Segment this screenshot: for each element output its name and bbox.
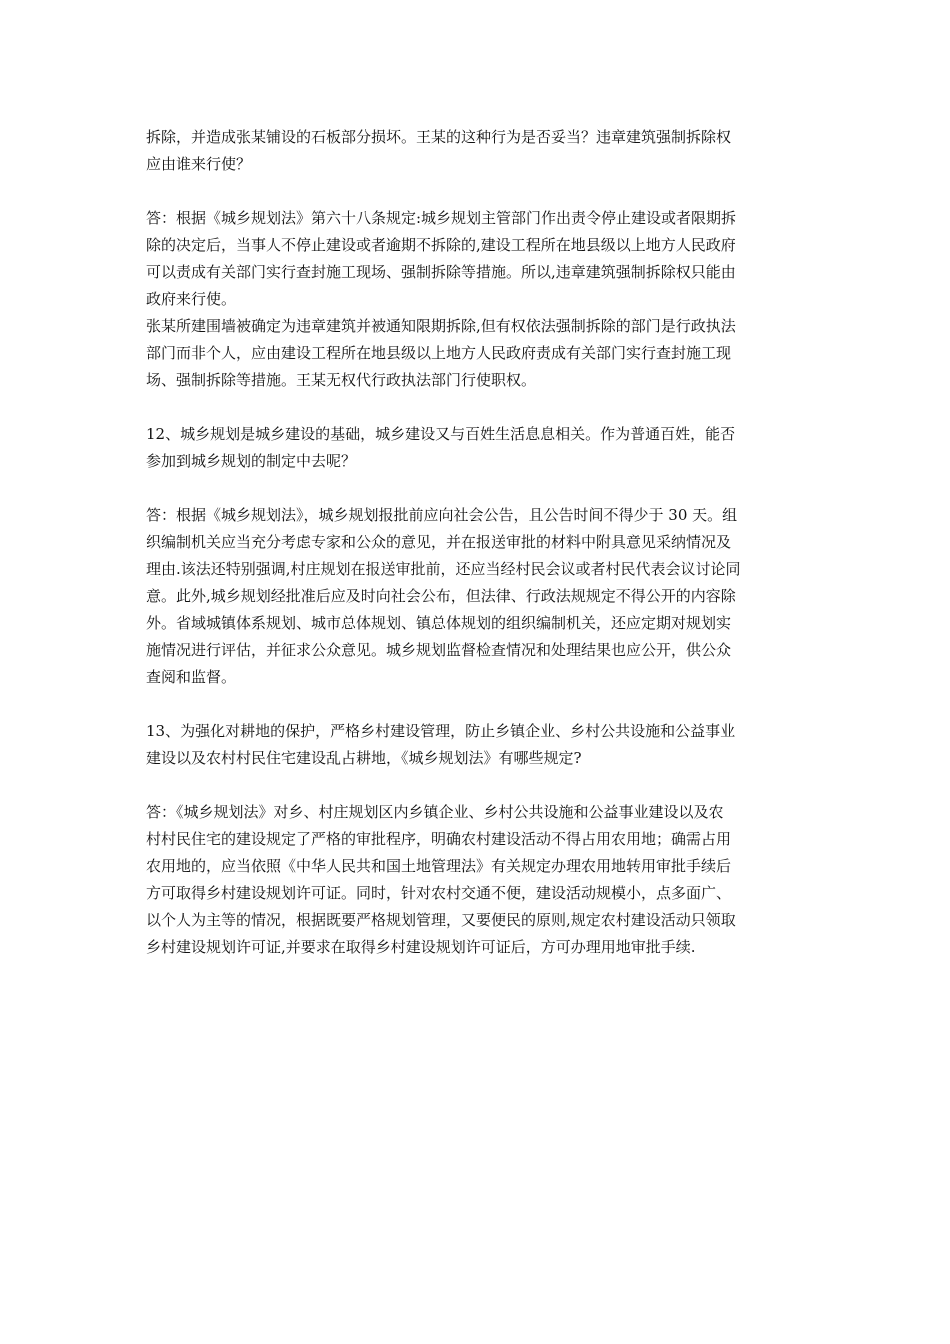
- answer-12: 答：根据《城乡规划法》，城乡规划报批前应向社会公告，且公告时间不得少于 30 天。组 织编制机关应当充分考虑专家和公众的意见，并在报送审批的材料中附具意见采纳情况及 理由.该法还特别强调,村庄规划在报送审批前，还应当经村民会议或者村民代表会议讨论同 意。此外,城乡规划经批准后应及时向社会公布，但法律、行政法规规定不得公开的内容除 外。省域城镇体系规划、城市总体规划、镇总体规划的组织编制机关，还应定期对规划实 施情况进行评估，并征求公众意见。城乡规划监督检查情况和处理结果也应公开，供公众 查阅和监督。: [146, 506, 741, 686]
- paragraph-spacer: [146, 772, 806, 799]
- document-body: [146, 124, 806, 961]
- paragraph-spacer: [146, 475, 806, 502]
- answer-13: 答：《城乡规划法》对乡、村庄规划区内乡镇企业、乡村公共设施和公益事业建设以及农 村村民住宅的建设规定了严格的审批程序，明确农村建设活动不得占用农用地；确需占用 农用地的，应当依照《中华人民共和国土地管理法》有关规定办理农用地转用审批手续后 方可取得乡村建设规划许可证。同时，针对农村交通不便，建设活动规模小，点多面广、 以个人为主等的情况，根据既要严格规划管理，又要便民的原则,规定农村建设活动只领取 乡村建设规划许可证,并要求在取得乡村建设规划许可证后，方可办理用地审批手续.: [146, 803, 736, 956]
- paragraph-spacer: [146, 178, 806, 205]
- question-13: 13、为强化对耕地的保护，严格乡村建设管理，防止乡镇企业、乡村公共设施和公益事业 建设以及农村村民住宅建设乱占耕地，《城乡规划法》有哪些规定?: [146, 722, 736, 767]
- question-12: 12、城乡规划是城乡建设的基础，城乡建设又与百姓生活息息相关。作为普通百姓，能否 参加到城乡规划的制定中去呢？: [146, 425, 736, 470]
- paragraph-spacer: [146, 691, 806, 718]
- paragraph-spacer: [146, 394, 806, 421]
- question-11-continuation: 拆除，并造成张某铺设的石板部分损坏。王某的这种行为是否妥当？违章建筑强制拆除权 应由谁来行使？: [146, 128, 732, 173]
- answer-11: 答：根据《城乡规划法》第六十八条规定:城乡规划主管部门作出责令停止建设或者限期拆 除的决定后，当事人不停止建设或者逾期不拆除的,建设工程所在地县级以上地方人民政府 可以责成有关部门实行查封施工现场、强制拆除等措施。所以,违章建筑强制拆除权只能由 政府来行使。 张某所建围墙被确定为违章建筑并被通知限期拆除,但有权依法强制拆除的部门是行政执法 部门而非个人，应由建设工程所在地县级以上地方人民政府责成有关部门实行查封施工现 场、强制拆除等措施。王某无权代行政执法部门行使职权。: [146, 209, 737, 389]
